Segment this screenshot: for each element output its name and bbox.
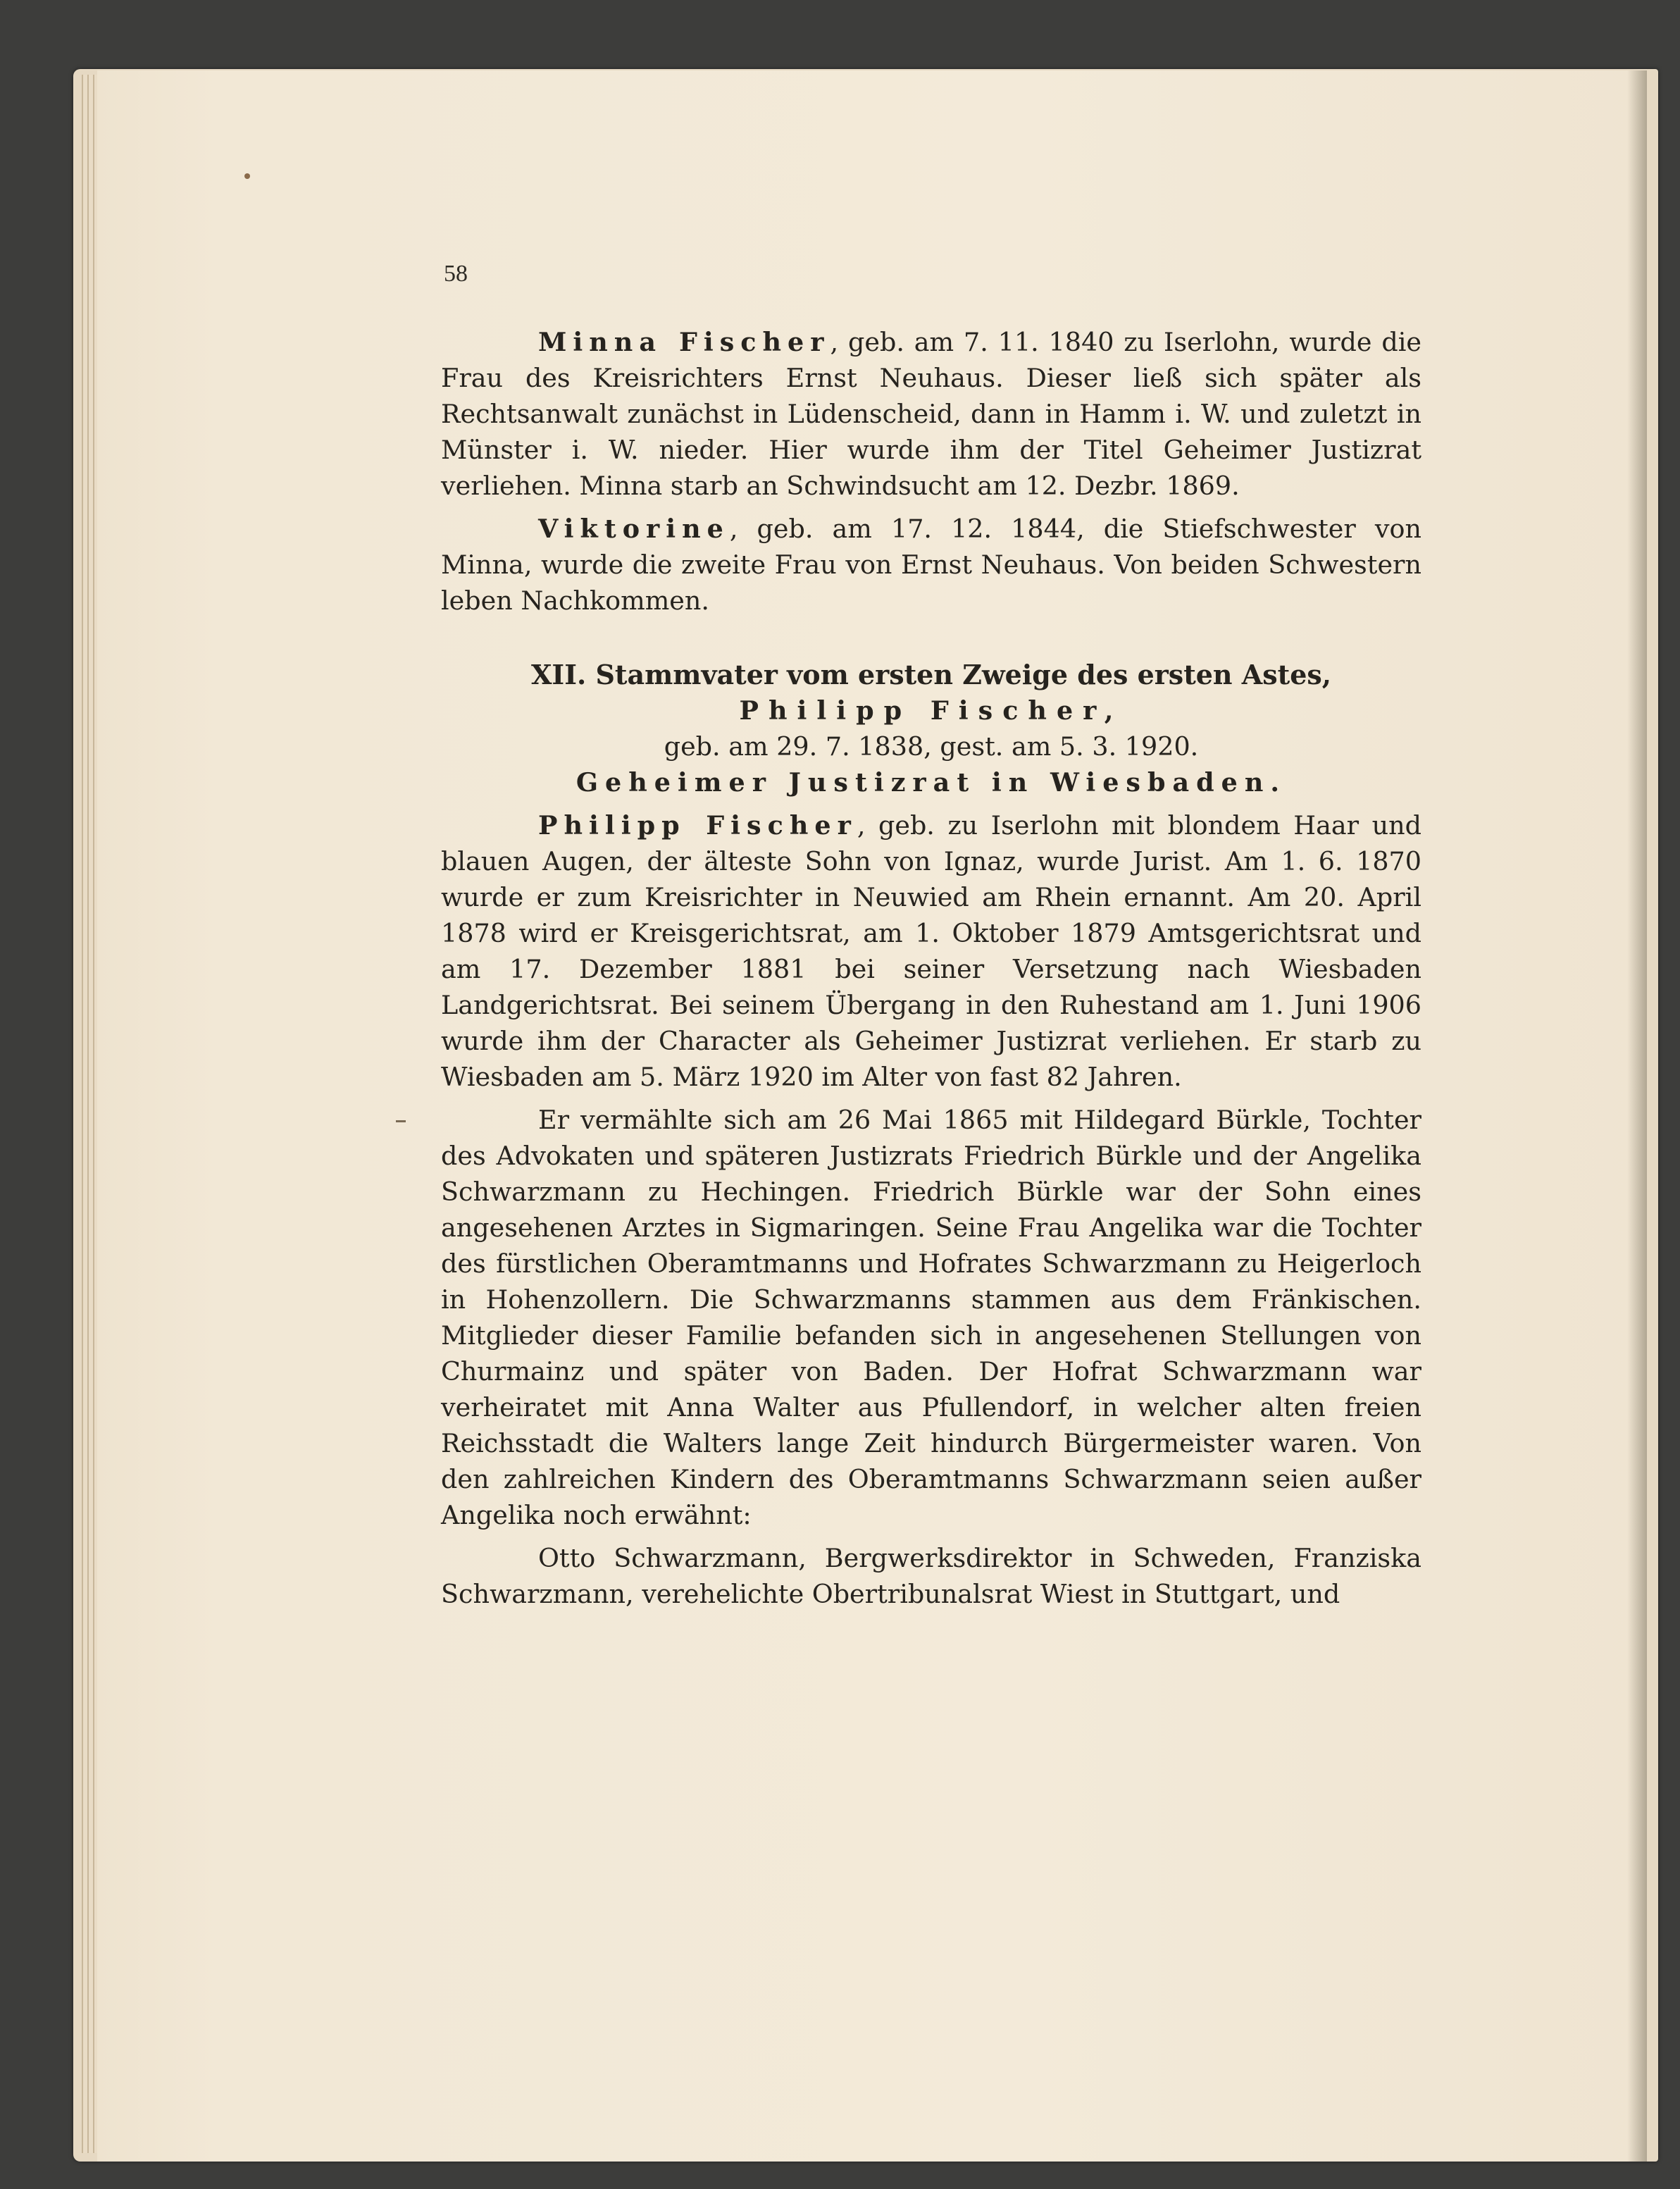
page-gutter-shadow — [1627, 70, 1647, 2162]
page-text-block — [441, 324, 1421, 1619]
paragraph-minna — [441, 324, 1421, 504]
ink-spot — [244, 173, 250, 179]
person-name-viktorine: Viktorine — [538, 514, 730, 544]
page-number: 58 — [444, 261, 468, 287]
section-heading: XII. Stammvater vom ersten Zweige des ersten Astes, — [530, 659, 1332, 690]
section-dates: geb. am 29. 7. 1838, gest. am 5. 3. 1920. — [664, 731, 1199, 762]
paragraph-minna-text: , geb. am 7. 11. 1840 zu Iserlohn, wurde die Frau des Kreisrichters Ernst Neuhaus. Dieser ließ sich später als Rechtsanwalt zunächst in Lüdenscheid, dann in Hamm i. W. und zuletzt in Münster i. W. nieder. Hier wurde ihm der Titel Geheimer Justizrat verliehen. Minna starb an Schwindsucht am 12. Dezbr. 1869. — [441, 327, 1421, 501]
paragraph-viktorine-text: , geb. am 17. 12. 1844, die Stiefschwester von Minna, wurde die zweite Frau von Ernst Neuhaus. Von beiden Schwestern leben Nachkommen. — [441, 514, 1421, 616]
section-person-name: Philipp Fischer, — [739, 695, 1124, 726]
section-title: Geheimer Justizrat in Wiesbaden. — [575, 767, 1287, 798]
paragraph-marriage: Er vermählte sich am 26 Mai 1865 mit Hildegard Bürkle, Tochter des Advokaten und späteren Justizrats Friedrich Bürkle und der Angelika Schwarzmann zu Hechingen. Friedrich Bürkle war der Sohn eines angesehenen Arztes in Sigmaringen. Seine Frau Angelika war die Tochter des fürstlichen Oberamtmanns und Hofrates Schwarzmann zu Heigerloch in Hohenzollern. Die Schwarzmanns stammen aus dem Fränkischen. Mitglieder dieser Familie befanden sich in angesehenen Stellungen von Churmainz und später von Baden. Der Hofrat Schwarzmann war verheiratet mit Anna Walter aus Pfullendorf, in welcher alten freien Reichsstadt die Walters lange Zeit hindurch Bürgermeister waren. Von den zahlreichen Kindern des Oberamtmanns Schwarzmann seien außer Angelika noch erwähnt: — [441, 1105, 1421, 1530]
person-name-philipp: Philipp Fischer — [538, 810, 857, 841]
section-gap-small — [441, 800, 1421, 807]
paragraph-schwarzmann: Otto Schwarzmann, Bergwerksdirektor in Schweden, Franziska Schwarzmann, verehelichte Obertribunalsrat Wiest in Stuttgart, und — [441, 1543, 1421, 1609]
section-gap — [441, 626, 1421, 657]
paragraph-philipp-text: , geb. zu Iserlohn mit blondem Haar und blauen Augen, der älteste Sohn von Ignaz, wurde Jurist. Am 1. 6. 1870 wurde er zum Kreisrichter in Neuwied am Rhein ernannt. Am 20. April 1878 wird er Kreisgerichtsrat, am 1. Oktober 1879 Amtsgerichtsrat und am 17. Dezember 1881 bei seiner Versetzung nach Wiesbaden Landgerichtsrat. Bei seinem Übergang in den Ruhestand am 1. Juni 1906 wurde ihm der Character als Geheimer Justizrat verliehen. Er starb zu Wiesbaden am 5. März 1920 im Alter von fast 82 Jahren. — [441, 810, 1421, 1092]
page-edge — [82, 75, 87, 2153]
margin-tick-mark — [396, 1120, 406, 1122]
page-edge — [87, 75, 93, 2153]
paragraph-philipp — [441, 807, 1421, 1095]
paragraph-viktorine — [441, 511, 1421, 619]
person-name-minna: Minna Fischer — [538, 327, 830, 357]
